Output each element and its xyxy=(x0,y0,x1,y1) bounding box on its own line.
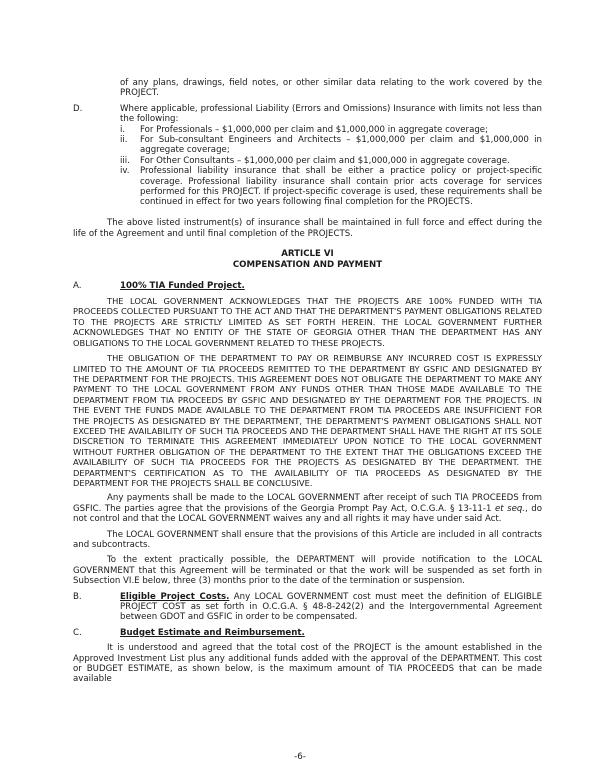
coverage-item-iv xyxy=(120,166,542,208)
section-b-heading: Eligible Project Costs. xyxy=(120,591,230,602)
item-text: For Other Consultants – $1,000,000 per claim and $1,000,000 in aggregate coverage. xyxy=(140,155,510,166)
insurance-paragraph: The above listed instrument(s) of insurance shall be maintained in full force and effect during the life of the Agreement and until final completion of the PROJECTS. xyxy=(73,218,542,239)
article-title: COMPENSATION AND PAYMENT xyxy=(232,259,383,270)
section-c-heading: Budget Estimate and Reimbursement. xyxy=(120,627,305,638)
section-b xyxy=(73,592,542,623)
article-number: ARTICLE VI xyxy=(281,249,334,260)
section-d-marker: D. xyxy=(73,103,83,114)
section-a-paragraph-5: To the extent practically possible, the DEPARTMENT will provide notification to the LOCAL GOVERNMENT that this Agreement will be terminated or that the work will be suspended as set forth in Subsection VI.E below, three (3) months prior to the date of the termination or suspension. xyxy=(73,555,542,587)
coverage-item-ii xyxy=(120,135,542,156)
section-a-paragraph-4: The LOCAL GOVERNMENT shall ensure that the provisions of this Article are included in all contracts and subcontracts. xyxy=(73,529,542,551)
section-c-paragraph: It is understood and agreed that the total cost of the PROJECT is the amount established in the Approved Investment List plus any additional funds added with the approval of the DEPARTMENT. This cost or BUDGET ESTIMATE, as shown below, is the maximum amount of TIA PROCEEDS that can be made available xyxy=(73,643,542,685)
payment-text-start: Any payments shall be made to the LOCAL GOVERNMENT after receipt of such TIA PROCEEDS from GSFIC. The parties agree that the provisions of the Georgia Prompt Pay Act, O.C.G.A. § 13-11-1 xyxy=(73,493,542,514)
page-number: -6- xyxy=(294,752,306,762)
section-a-paragraph-1: THE LOCAL GOVERNMENT ACKNOWLEDGES THAT THE PROJECTS ARE 100% FUNDED WITH TIA PROCEEDS COLLECTED PURSUANT TO THE ACT AND THAT THE DEPARTMENT'S PAYMENT OBLIGATIONS RELATED TO THE PROJECTS ARE STRICTLY LIMITED AS SET FORTH HEREIN. THE LOCAL GOVERNMENT FURTHER ACKNOWLEDGES THAT NO ENTITY OF THE STATE OF GEORGIA OTHER THAN THE DEPARTMENT HAS ANY OBLIGATIONS TO THE LOCAL GOVERNMENT RELATED TO THESE PROJECTS. xyxy=(73,296,542,348)
section-a-heading: 100% TIA Funded Project. xyxy=(120,280,245,291)
item-text: For Sub-consultant Engineers and Architects – $1,000,000 per claim and $1,000,000 in aggregate coverage; xyxy=(140,135,542,156)
continued-paragraph: of any plans, drawings, field notes, or other similar data relating to the work covered by the PROJECT. xyxy=(120,78,542,99)
coverage-item-i xyxy=(120,125,542,135)
section-a-marker: A. xyxy=(73,280,82,291)
item-marker: i. xyxy=(120,124,126,135)
section-a-paragraph-2: THE OBLIGATION OF THE DEPARTMENT TO PAY OR REIMBURSE ANY INCURRED COST IS EXPRESSLY LIMITED TO THE AMOUNT OF TIA PROCEEDS REMITTED TO THE DEPARTMENT BY GSFIC AND DESIGNATED BY THE DEPARTMENT FOR THE PROJECTS. THIS AGREEMENT DOES NOT OBLIGATE THE DEPARTMENT TO MAKE ANY PAYMENT TO THE LOCAL GOVERNMENT FROM ANY FUNDS OTHER THAN THOSE MADE AVAILABLE TO THE DEPARTMENT FROM TIA PROCEEDS BY GSFIC AND DESIGNATED BY THE DEPARTMENT FOR THE PROJECTS. IN THE EVENT THE FUNDS MADE AVAILABLE TO THE DEPARTMENT FROM TIA PROCEEDS ARE INSUFFICIENT FOR THE PROJECTS AS DESIGNATED BY THE DEPARTMENT, THE DEPARTMENT'S PAYMENT OBLIGATIONS SHALL NOT EXCEED THE AVAILABILITY OF SUCH TIA PROCEEDS AND THE DEPARTMENT SHALL HAVE THE RIGHT AT ITS SOLE DISCRETION TO TERMINATE THIS AGREEMENT IMMEDIATELY UPON NOTICE TO THE LOCAL GOVERNMENT WITHOUT FURTHER OBLIGATION OF THE DEPARTMENT TO THE EXTENT THAT THE OBLIGATIONS EXCEED THE AVAILABILITY OF SUCH TIA PROCEEDS FOR THE PROJECTS AS DESIGNATED BY THE DEPARTMENT. THE DEPARTMENT'S CERTIFICATION AS TO THE AVAILABILITY OF TIA PROCEEDS AS DESIGNATED BY THE DEPARTMENT FOR THE PROJECTS SHALL BE CONCLUSIVE. xyxy=(73,353,542,488)
item-text: For Professionals – $1,000,000 per claim and $1,000,000 in aggregate coverage; xyxy=(140,124,488,135)
section-d-text: Where applicable, professional Liability (Errors and Omissions) Insurance with limits not less than the following: xyxy=(120,103,542,125)
payment-text-end: , do not control and that the LOCAL GOVERNMENT waives any and all rights it may have under said Act. xyxy=(73,503,542,525)
section-c-marker: C. xyxy=(73,627,82,638)
section-b-text: Any LOCAL GOVERNMENT cost must meet the definition of ELIGIBLE PROJECT COST as set forth in O.C.G.A. § 48-8-242(2) and the Intergovernmental Agreement between GDOT and GSFIC in order to be compensated. xyxy=(120,591,542,623)
section-a-paragraph-3 xyxy=(73,493,542,524)
section-b-body xyxy=(120,592,542,623)
section-b-marker: B. xyxy=(73,591,82,602)
section-d xyxy=(73,104,542,125)
coverage-item-iii xyxy=(120,156,542,166)
item-marker: iv. xyxy=(120,166,130,177)
item-marker: iii. xyxy=(120,155,130,166)
item-marker: ii. xyxy=(120,135,128,146)
section-a xyxy=(73,281,542,291)
section-c xyxy=(73,628,542,638)
item-text: Professional liability insurance that shall be either a practice policy or project-specific coverage. Professional liability insurance shall contain prior acts coverage for services performed for this PROJECT. If project-specific coverage is used, these requirements shall be continued in effect for two years following final completion for the PROJECTS. xyxy=(140,166,542,208)
et-seq-text: et seq. xyxy=(494,503,526,514)
